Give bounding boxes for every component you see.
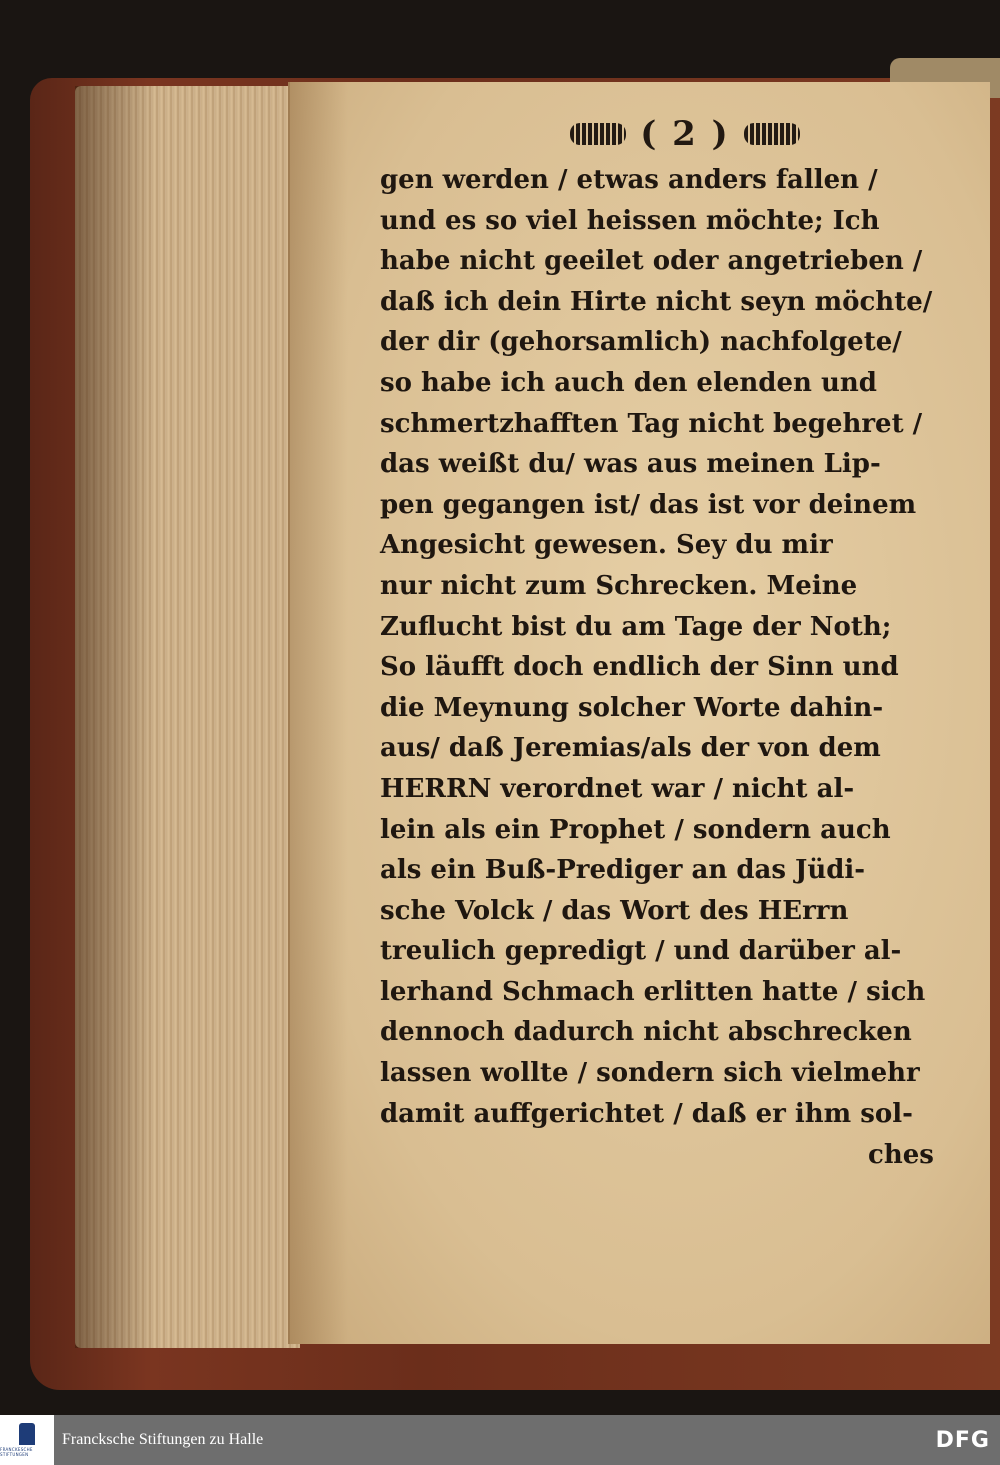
text-line: die Meynung solcher Worte dahin- xyxy=(380,692,884,723)
text-line: nur nicht zum Schrecken. Meine xyxy=(380,570,858,601)
text-line: lerhand Schmach erlitten hatte / sich xyxy=(380,976,926,1007)
text-line: damit auffgerichtet / daß er ihm sol- xyxy=(380,1098,913,1129)
text-line: als ein Buß-Prediger an das Jüdi- xyxy=(380,855,866,886)
text-line: lassen wollte / sondern sich vielmehr xyxy=(380,1058,920,1089)
text-line: das weißt du/ was aus meinen Lip- xyxy=(380,449,881,480)
text-line: habe nicht geeilet oder angetrieben / xyxy=(380,246,923,277)
page-edges-shadow xyxy=(75,86,155,1348)
text-line: Angesicht gewesen. Sey du mir xyxy=(380,530,833,561)
institution-logo[interactable] xyxy=(0,1415,54,1465)
logo-text: FRANCKESCHE STIFTUNGEN xyxy=(0,1447,33,1457)
text-line: dennoch dadurch nicht abschrecken xyxy=(380,1017,912,1048)
text-line: so habe ich auch den elenden und xyxy=(380,367,877,398)
institution-name[interactable]: Francksche Stiftungen zu Halle xyxy=(62,1431,264,1448)
page-number: ( 2 ) xyxy=(640,114,730,154)
page-gutter-shadow xyxy=(288,82,348,1344)
text-line: aus/ daß Jeremias/als der von dem xyxy=(380,733,881,764)
text-line: und es so viel heissen möchte; Ich xyxy=(380,205,880,236)
dfg-logo[interactable]: DFG xyxy=(935,1428,990,1453)
ornament-right-icon xyxy=(744,123,800,145)
ornament-left-icon xyxy=(570,123,626,145)
text-line: Zuflucht bist du am Tage der Noth; xyxy=(380,611,892,642)
footer-bar xyxy=(0,1415,1000,1465)
catchword: ches xyxy=(868,1140,934,1170)
text-line: gen werden / etwas anders fallen / xyxy=(380,165,878,195)
text-line: HERRN verordnet war / nicht al- xyxy=(380,773,855,804)
text-line: der dir (gehorsamlich) nachfolgete/ xyxy=(380,327,902,358)
text-line: daß ich dein Hirte nicht seyn möchte/ xyxy=(380,286,933,317)
text-line: pen gegangen ist/ das ist vor deinem xyxy=(380,489,917,520)
text-line: schmertzhafften Tag nicht begehret / xyxy=(380,408,923,439)
text-line: treulich gepredigt / und darüber al- xyxy=(380,936,902,967)
text-line: So läufft doch endlich der Sinn und xyxy=(380,652,899,683)
page-header xyxy=(560,112,810,156)
text-line: lein als ein Prophet / sondern auch xyxy=(380,814,891,845)
text-line: sche Volck / das Wort des HErrn xyxy=(380,895,849,926)
building-icon xyxy=(19,1423,35,1445)
page-text xyxy=(380,160,968,1134)
